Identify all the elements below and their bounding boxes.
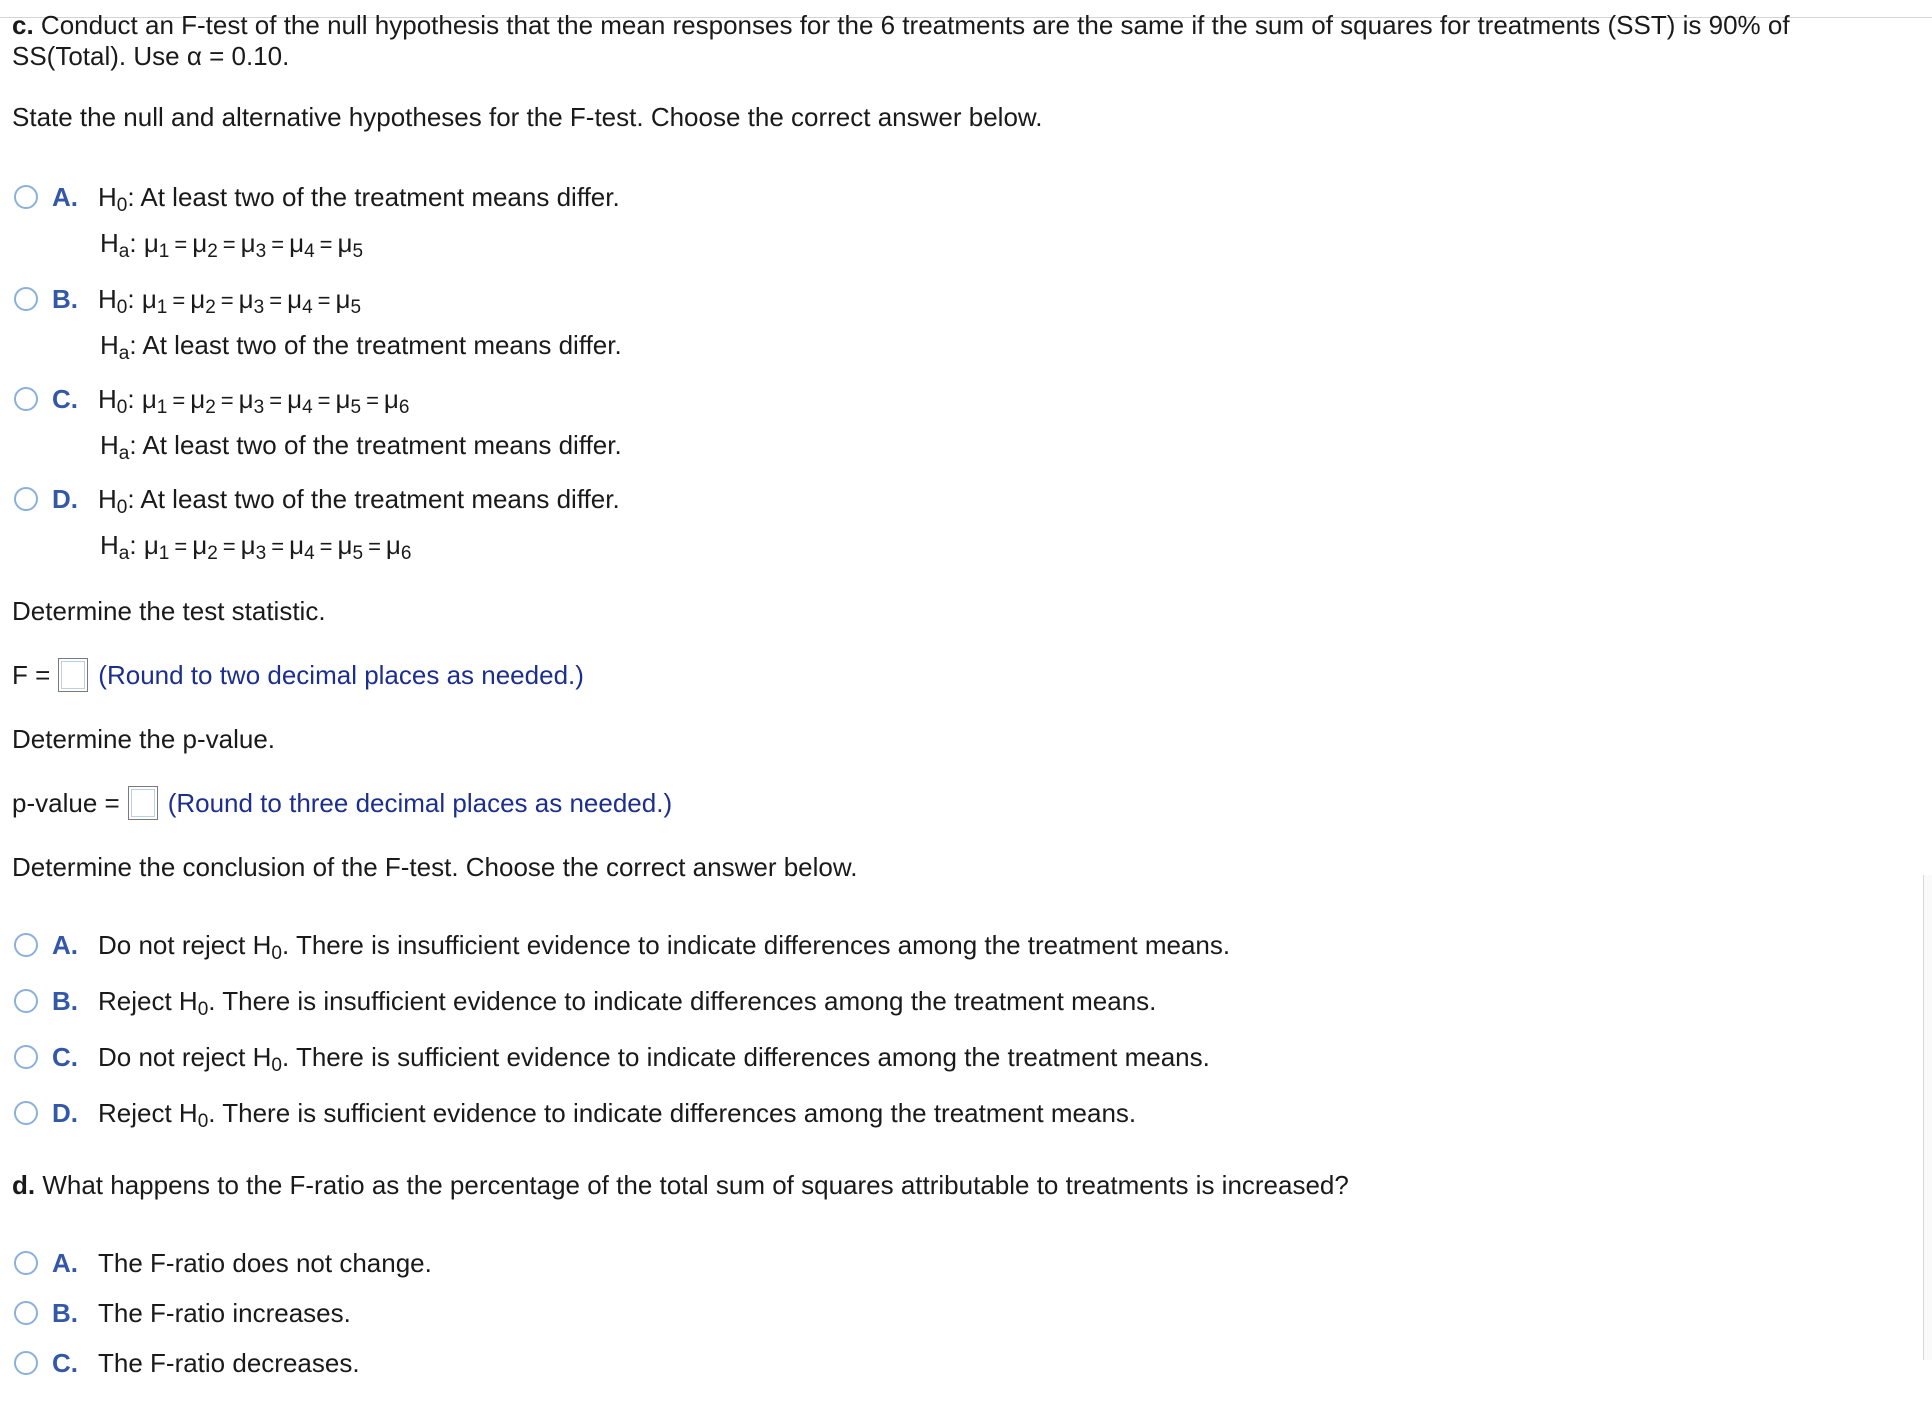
mean-symbol: $\mu_3$: [240, 228, 267, 262]
equals-sign: =: [319, 232, 333, 257]
mean-index: 5: [352, 543, 364, 564]
mean-symbol: $\mu_4$: [287, 283, 313, 318]
option-letter: C.: [52, 383, 78, 414]
mean-symbol: $\mu_1$: [141, 383, 168, 418]
part-d-option-b[interactable]: [14, 1298, 351, 1328]
equals-sign: =: [368, 534, 381, 559]
equals-sign: =: [269, 287, 283, 313]
hypothesis-option-line2: [100, 530, 411, 562]
option-letter: B.: [52, 283, 78, 314]
hypothesis-symbol: $H_0$:: [98, 181, 141, 216]
pvalue-label: p-value =: [12, 787, 120, 818]
option-text: The F-ratio decreases.: [98, 1347, 360, 1378]
part-d-option-a[interactable]: [14, 1248, 432, 1278]
hypothesis-text: At least two of the treatment means differ.: [142, 430, 622, 460]
mean-index: 6: [400, 543, 412, 564]
mean-symbol: $\mu_3$: [238, 283, 265, 318]
mean-symbol: $\mu_1$: [143, 530, 170, 564]
pvalue-hint: (Round to three decimal places as needed.): [167, 787, 673, 818]
equals-sign: =: [269, 387, 283, 413]
option-text: The F-ratio does not change.: [98, 1247, 432, 1278]
pvalue-prompt: Determine the p-value.: [12, 724, 276, 754]
equals-sign: =: [172, 287, 186, 313]
equals-sign: =: [271, 232, 285, 257]
alternative-hypothesis: [100, 330, 622, 364]
equals-sign: =: [366, 387, 379, 413]
hypothesis-option-c[interactable]: [14, 383, 410, 418]
part-c-question-text: Conduct an F-test of the null hypothesis that the mean responses for the 6 treatments are the same if the sum of squares for treatments (SST) is 90% of: [40, 10, 1790, 40]
hypothesis-text: At least two of the treatment means differ.: [142, 330, 622, 360]
part-d-option-c[interactable]: [14, 1348, 360, 1378]
pvalue-row: [12, 785, 672, 821]
radio-button[interactable]: [14, 287, 38, 311]
radio-button[interactable]: [14, 1251, 38, 1275]
option-letter: A.: [52, 929, 78, 960]
radio-button[interactable]: [14, 989, 38, 1013]
option-text: Do not reject $H_0$. There is sufficient evidence to indicate differences among the treatment means.: [98, 1041, 1210, 1076]
mean-index: 2: [207, 241, 218, 262]
radio-button[interactable]: [14, 1045, 38, 1069]
null-hypothesis: [98, 383, 410, 418]
hypothesis-option-b[interactable]: [14, 283, 362, 318]
mean-symbol: $\mu_6$: [383, 383, 410, 418]
f-statistic-row: [12, 657, 584, 693]
radio-button[interactable]: [14, 1101, 38, 1125]
option-letter: C.: [52, 1041, 78, 1072]
mean-index: 5: [350, 296, 362, 318]
radio-button[interactable]: [14, 933, 38, 957]
pvalue-input[interactable]: [128, 786, 158, 820]
mean-index: 4: [304, 241, 315, 262]
option-letter: A.: [52, 181, 78, 212]
null-hypothesis: [98, 483, 620, 518]
option-letter: C.: [52, 1347, 78, 1378]
hypothesis-symbol: $H_a$:: [100, 530, 144, 564]
equals-sign: =: [172, 387, 186, 413]
equals-sign: =: [317, 287, 331, 313]
hypothesis-text: At least two of the treatment means differ.: [140, 181, 620, 212]
mean-symbol: $\mu_3$: [238, 383, 265, 418]
null-hypothesis: [98, 181, 620, 216]
option-text: Do not reject $H_0$. There is insufficient evidence to indicate differences among the treatment means.: [98, 929, 1231, 964]
mean-symbol: $\mu_5$: [335, 383, 362, 418]
equals-sign: =: [319, 534, 333, 559]
mean-index: 5: [352, 241, 364, 262]
conclusion-prompt: Determine the conclusion of the F-test. Choose the correct answer below.: [12, 852, 858, 882]
mean-symbol: $\mu_2$: [192, 228, 218, 262]
hypothesis-subscript: 0: [116, 194, 128, 216]
hypothesis-subscript: 0: [271, 1054, 282, 1076]
conclusion-option-b[interactable]: [14, 985, 1157, 1020]
f-hint: (Round to two decimal places as needed.): [98, 659, 584, 690]
means-equality: [141, 383, 410, 418]
equals-sign: =: [317, 387, 331, 413]
mean-index: 1: [158, 543, 170, 564]
mean-index: 4: [302, 296, 313, 318]
f-statistic-input[interactable]: [58, 658, 88, 692]
part-d-question-text: What happens to the F-ratio as the percentage of the total sum of squares attributable to treatments is increased?: [42, 1170, 1349, 1200]
equals-sign: =: [174, 232, 188, 257]
hypothesis-symbol: $H_a$:: [100, 430, 143, 464]
option-text: Reject $H_0$. There is sufficient evidence to indicate differences among the treatment means.: [98, 1097, 1137, 1132]
means-equality: [143, 530, 412, 564]
conclusion-option-c[interactable]: [14, 1041, 1210, 1076]
hypothesis-symbol: $H_a$:: [100, 228, 144, 262]
equals-sign: =: [222, 232, 236, 257]
equals-sign: =: [271, 534, 285, 559]
means-equality: [143, 228, 364, 262]
alternative-hypothesis: [100, 228, 364, 262]
option-text: The F-ratio increases.: [98, 1297, 351, 1328]
hypothesis-subscript: a: [118, 443, 130, 464]
hypothesis-subscript: 0: [197, 998, 209, 1020]
mean-symbol: $\mu_4$: [287, 383, 313, 418]
mean-index: 3: [253, 296, 265, 318]
mean-symbol: $\mu_3$: [240, 530, 267, 564]
mean-index: 3: [255, 543, 267, 564]
mean-symbol: $\mu_2$: [192, 530, 218, 564]
hypothesis-subscript: a: [118, 543, 130, 564]
hypothesis-text: At least two of the treatment means differ.: [140, 483, 620, 514]
mean-symbol: $\mu_5$: [335, 283, 362, 318]
radio-button[interactable]: [14, 185, 38, 209]
mean-symbol: $\mu_2$: [190, 283, 216, 318]
equals-sign: =: [220, 387, 234, 413]
mean-index: 6: [398, 396, 410, 418]
mean-index: 3: [253, 396, 265, 418]
option-letter: D.: [52, 483, 78, 514]
means-equality: [141, 283, 362, 318]
hypothesis-symbol: $H_0$:: [98, 383, 142, 418]
equals-sign: =: [222, 534, 236, 559]
hypothesis-subscript: 0: [271, 942, 282, 964]
part-d-label: d.: [12, 1170, 36, 1200]
radio-button[interactable]: [14, 1301, 38, 1325]
mean-index: 5: [350, 396, 362, 418]
mean-index: 1: [156, 296, 168, 318]
option-letter: B.: [52, 985, 78, 1016]
null-hypothesis: [98, 283, 362, 318]
option-letter: B.: [52, 1297, 78, 1328]
part-c-question-line1: [12, 10, 1790, 40]
mean-symbol: $\mu_4$: [289, 530, 315, 564]
hypothesis-symbol: $H_a$:: [100, 330, 143, 364]
hypothesis-subscript: 0: [116, 296, 128, 318]
mean-index: 1: [156, 396, 168, 418]
alternative-hypothesis: [100, 430, 622, 464]
hypothesis-option-line2: [100, 330, 622, 364]
hypothesis-option-line2: [100, 430, 622, 464]
mean-index: 2: [207, 543, 218, 564]
radio-button[interactable]: [14, 387, 38, 411]
mean-index: 4: [304, 543, 315, 564]
conclusion-option-d[interactable]: [14, 1097, 1137, 1132]
equals-sign: =: [174, 534, 188, 559]
f-label: F =: [12, 659, 51, 690]
option-text: Reject $H_0$. There is insufficient evidence to indicate differences among the treatment means.: [98, 985, 1157, 1020]
mean-symbol: $\mu_6$: [385, 530, 412, 564]
hypothesis-symbol: $H_0$:: [98, 483, 141, 518]
mean-index: 4: [302, 396, 313, 418]
conclusion-option-a[interactable]: [14, 929, 1231, 964]
part-d-question: [12, 1170, 1349, 1200]
mean-index: 2: [205, 296, 216, 318]
mean-index: 3: [255, 241, 267, 262]
option-letter: A.: [52, 1247, 78, 1278]
part-c-question-line2: SS(Total). Use α = 0.10.: [12, 41, 290, 71]
hypothesis-subscript: 0: [197, 1110, 209, 1132]
mean-symbol: $\mu_5$: [337, 228, 364, 262]
scrollbar[interactable]: [1923, 875, 1932, 1360]
hypothesis-subscript: 0: [116, 396, 128, 418]
option-letter: D.: [52, 1097, 78, 1128]
hypothesis-option-line2: [100, 228, 363, 260]
mean-index: 1: [158, 241, 170, 262]
equals-sign: =: [220, 287, 234, 313]
alternative-hypothesis: [100, 530, 412, 564]
radio-button[interactable]: [14, 1351, 38, 1375]
part-c-label: c.: [12, 10, 34, 40]
hypothesis-subscript: 0: [116, 496, 128, 518]
mean-symbol: $\mu_4$: [289, 228, 315, 262]
mean-symbol: $\mu_1$: [143, 228, 170, 262]
hypothesis-option-d[interactable]: [14, 483, 620, 518]
mean-symbol: $\mu_2$: [190, 383, 216, 418]
hypothesis-subscript: a: [118, 343, 130, 364]
mean-symbol: $\mu_1$: [141, 283, 168, 318]
hypothesis-subscript: a: [118, 241, 130, 262]
mean-symbol: $\mu_5$: [337, 530, 364, 564]
hypothesis-symbol: $H_0$:: [98, 283, 142, 318]
test-statistic-prompt: Determine the test statistic.: [12, 596, 326, 626]
mean-index: 2: [205, 396, 216, 418]
hypothesis-option-a[interactable]: [14, 181, 620, 216]
hypotheses-prompt: State the null and alternative hypotheses for the F-test. Choose the correct answer below.: [12, 102, 1043, 132]
radio-button[interactable]: [14, 487, 38, 511]
